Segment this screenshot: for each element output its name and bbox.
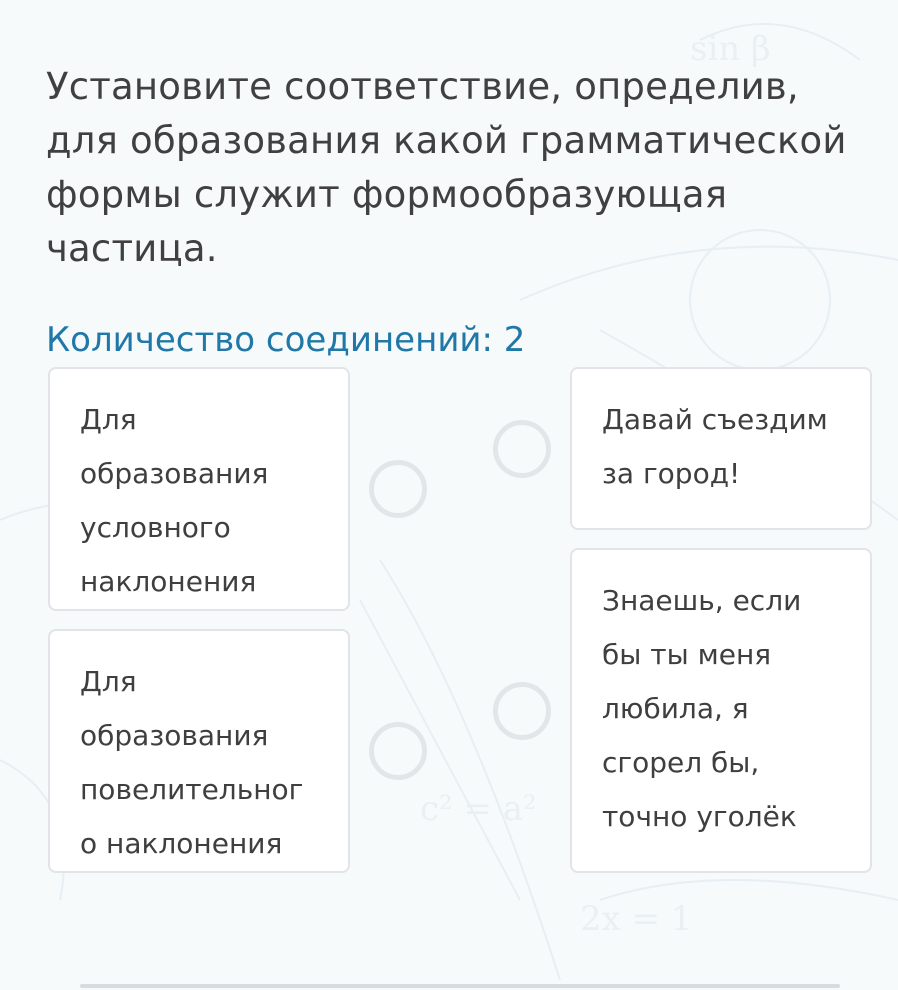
right-card-lets-go[interactable] — [570, 367, 872, 530]
left-connector-1[interactable] — [369, 460, 427, 518]
question-text: Установите соответствие, определив, для образования какой грамматической формы служит формообразующая частица. — [46, 65, 847, 270]
left-card-label: Для образования повелительног о наклонения — [80, 665, 304, 860]
right-connector-2[interactable] — [493, 682, 551, 740]
left-connector-2[interactable] — [369, 722, 427, 780]
svg-text:c² = a²: c² = a² — [420, 789, 537, 829]
svg-text:sin β: sin β — [690, 29, 771, 69]
right-card-label: Давай съездим за город! — [602, 403, 828, 490]
connections-count: Количество соединений: 2 — [46, 320, 526, 360]
left-card-label: Для образования условного наклонения — [80, 403, 269, 598]
left-card-imperative-mood[interactable] — [48, 629, 350, 873]
right-connector-1[interactable] — [493, 420, 551, 478]
left-card-conditional-mood[interactable] — [48, 367, 350, 611]
svg-text:2x = 1: 2x = 1 — [580, 899, 693, 939]
bottom-divider — [80, 984, 840, 988]
right-card-if-you-loved-me[interactable] — [570, 548, 872, 873]
right-card-label: Знаешь, если бы ты меня любила, я сгорел бы, точно уголёк — [602, 584, 802, 833]
